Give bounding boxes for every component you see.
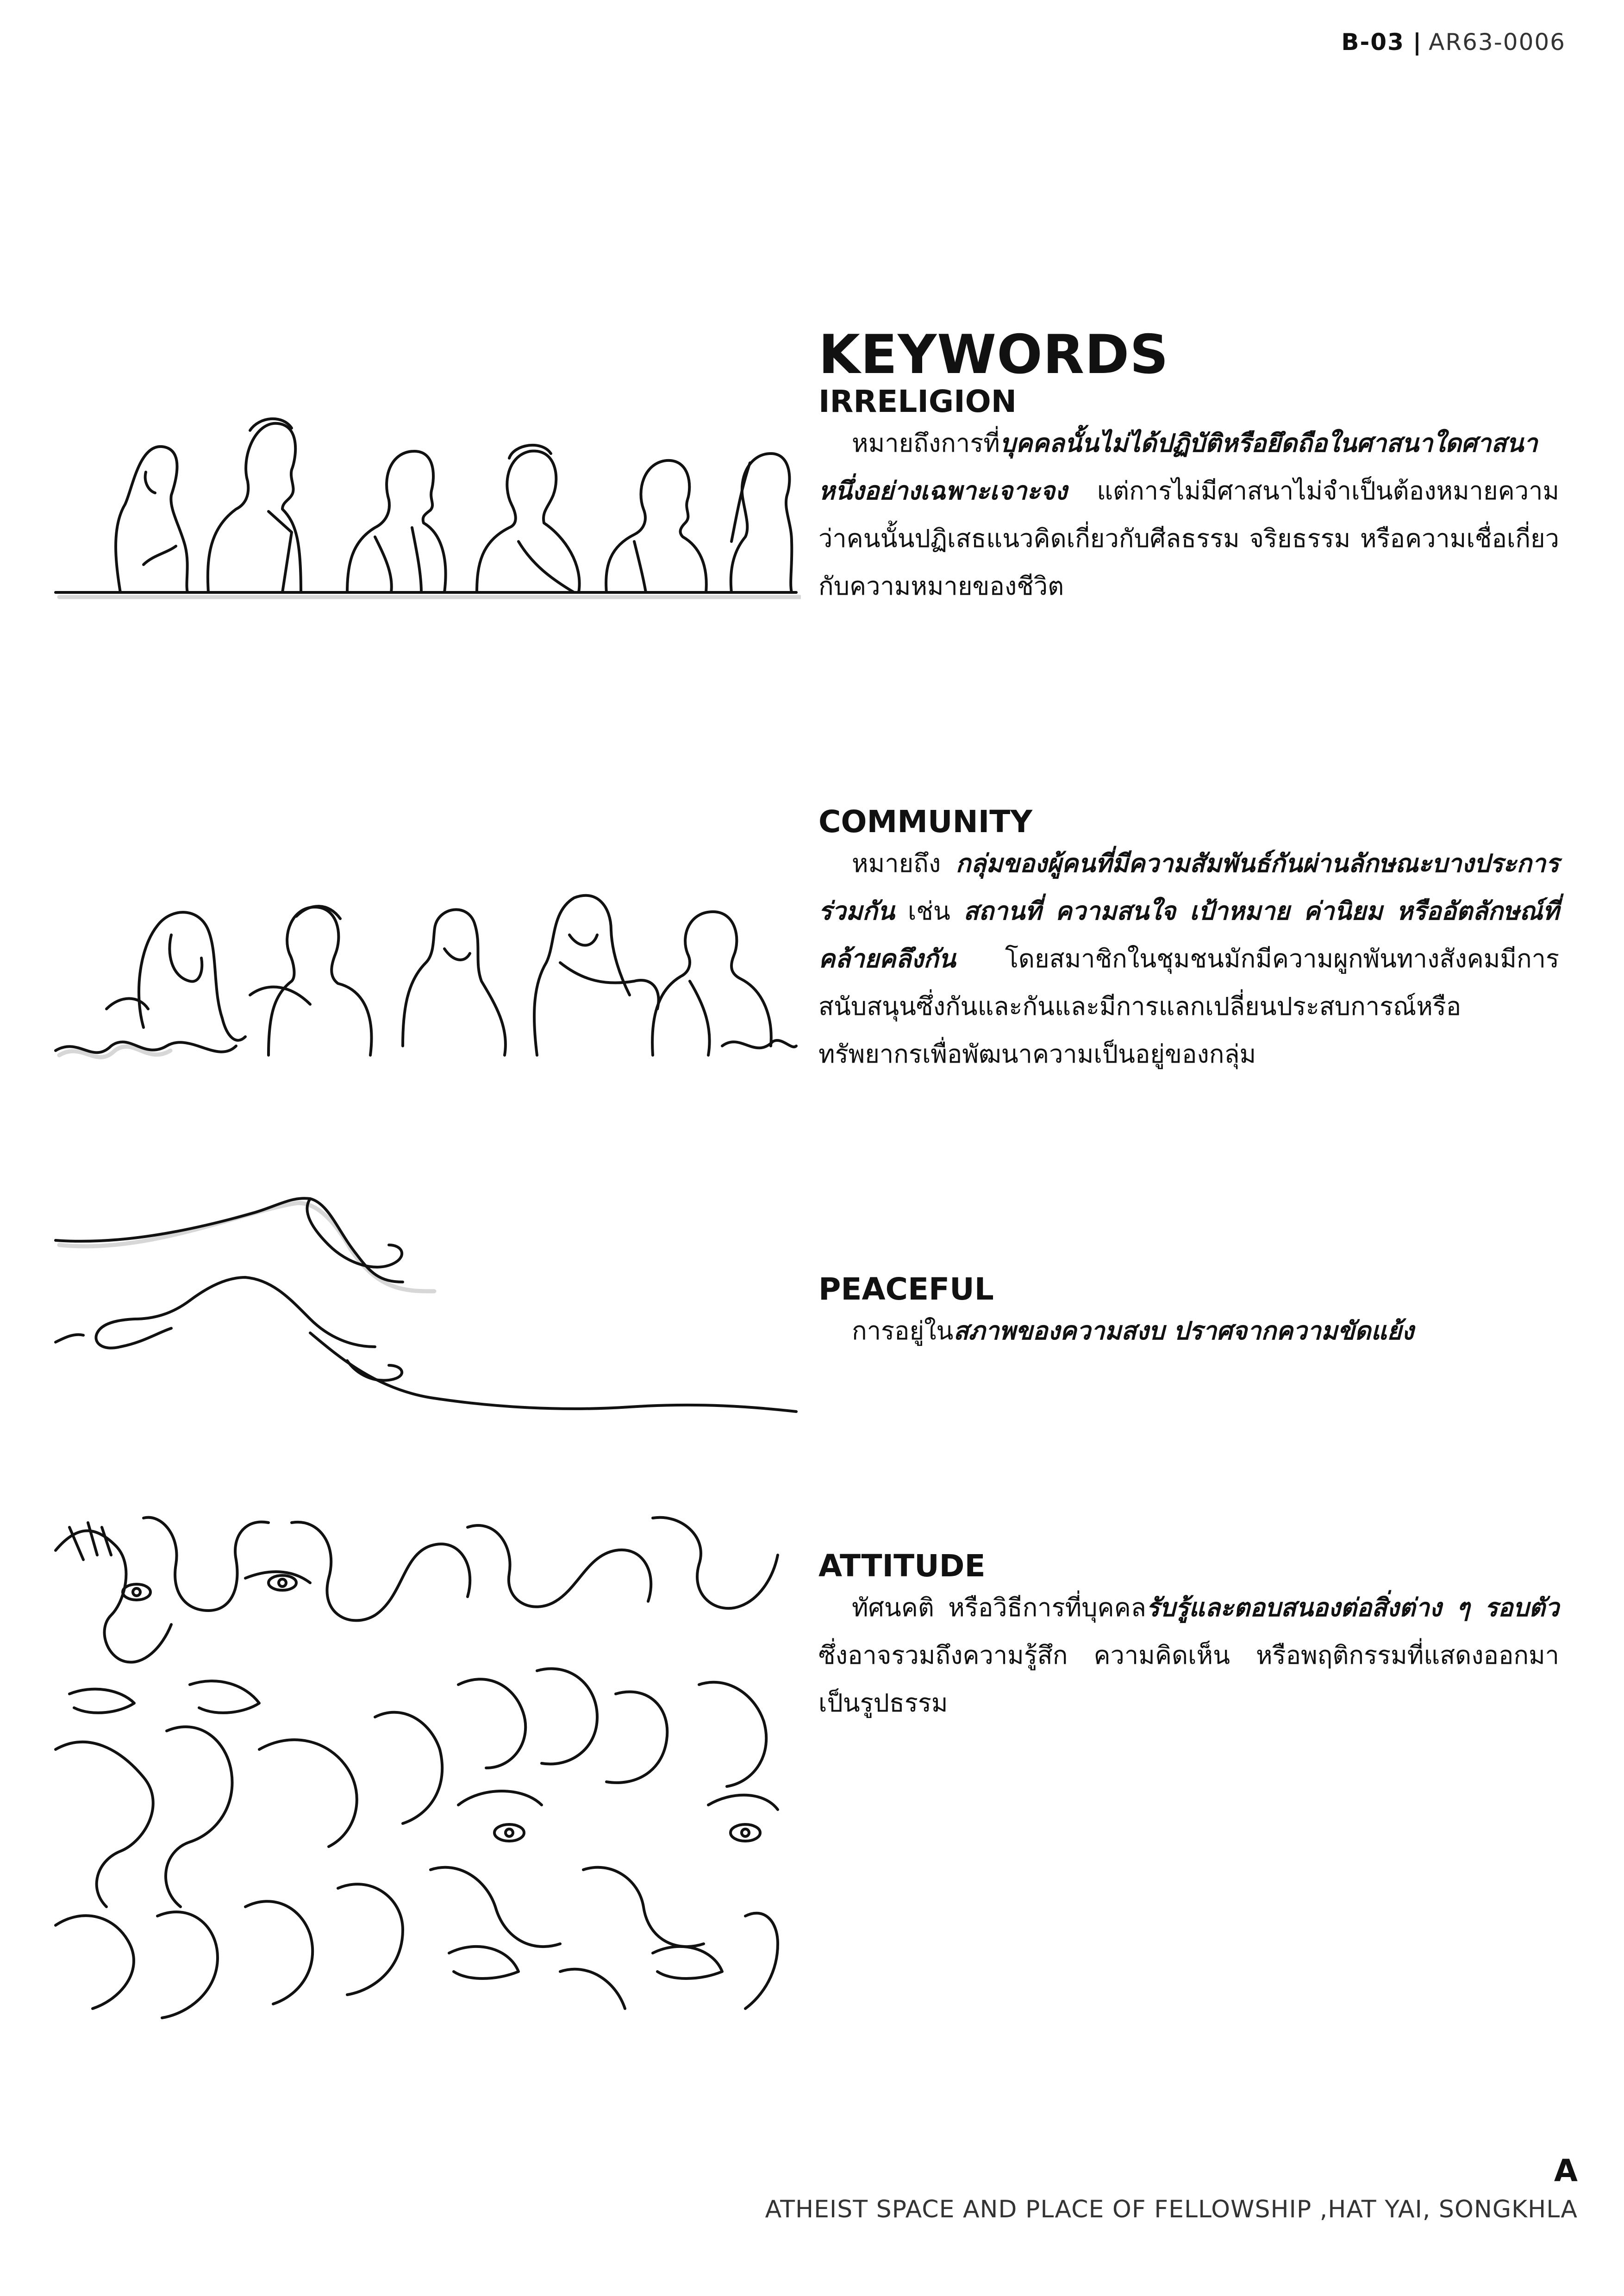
keyword-irreligion: [818, 384, 1559, 610]
keyword-definition: การอยู่ในสภาพของความสงบ ปราศจากความขัดแย้ง: [852, 1316, 1414, 1345]
people-profiles-illustration: [51, 389, 801, 602]
peaceful-hand-illustration: [51, 1194, 801, 1425]
page-letter: A: [1554, 2153, 1578, 2189]
sheet-number: B-03: [1341, 29, 1405, 56]
keyword-attitude: [818, 1549, 1559, 1727]
keyword-heading: COMMUNITY: [818, 804, 1033, 840]
keyword-definition: หมายถึงการที่บุคคลนั้นไม่ได้ปฏิบัติหรือยึดถือในศาสนาใดศาสนาหนึ่งอย่างเฉพาะเจาะจง แต่การไม่มีศาสนาไม่จำเป็นต้องหมายความว่าคนนั้นปฏิเสธแนวคิดเกี่ยวกับศีลธรรม จริยธรรม หรือความเชื่อเกี่ยวกับความหมายของชีวิต: [818, 428, 1559, 601]
page-title: KEYWORDS: [818, 324, 1169, 386]
keyword-community: [818, 804, 1559, 1078]
document-code: [1341, 29, 1566, 56]
keyword-definition: ทัศนคติ หรือวิธีการที่บุคคลรับรู้และตอบสนองต่อสิ่งต่าง ๆ รอบตัว ซึ่งอาจรวมถึงความรู้สึก ความคิดเห็น หรือพฤติกรรมที่แสดงออกมาเป็นรูปธรรม: [818, 1593, 1559, 1717]
keyword-heading: IRRELIGION: [818, 383, 1017, 419]
keyword-peaceful: [818, 1272, 1559, 1355]
project-title-footer: ATHEIST SPACE AND PLACE OF FELLOWSHIP ,HAT YAI, SONGKHLA: [765, 2196, 1578, 2223]
keyword-heading: ATTITUDE: [818, 1548, 986, 1584]
student-id: AR63-0006: [1429, 29, 1566, 56]
community-group-illustration: [51, 842, 801, 1074]
keywords-section: [818, 324, 1559, 610]
code-separator: |: [1412, 29, 1423, 56]
attitude-faces-illustration: [51, 1509, 782, 2027]
keyword-heading: PEACEFUL: [818, 1271, 994, 1307]
keyword-definition: หมายถึง กลุ่มของผู้คนที่มีความสัมพันธ์กันผ่านลักษณะบางประการร่วมกัน เช่น สถานที่ ความสนใจ เป้าหมาย ค่านิยม หรืออัตลักษณ์ที่คล้ายคลึงกัน โดยสมาชิกในชุมชนมักมีความผูกพันทางสังคมมีการสนับสนุนซึ่งกันและกันและมีการแลกเปลี่ยนประสบการณ์หรือทรัพยากรเพื่อพัฒนาความเป็นอยู่ของกลุ่ม: [818, 848, 1559, 1069]
